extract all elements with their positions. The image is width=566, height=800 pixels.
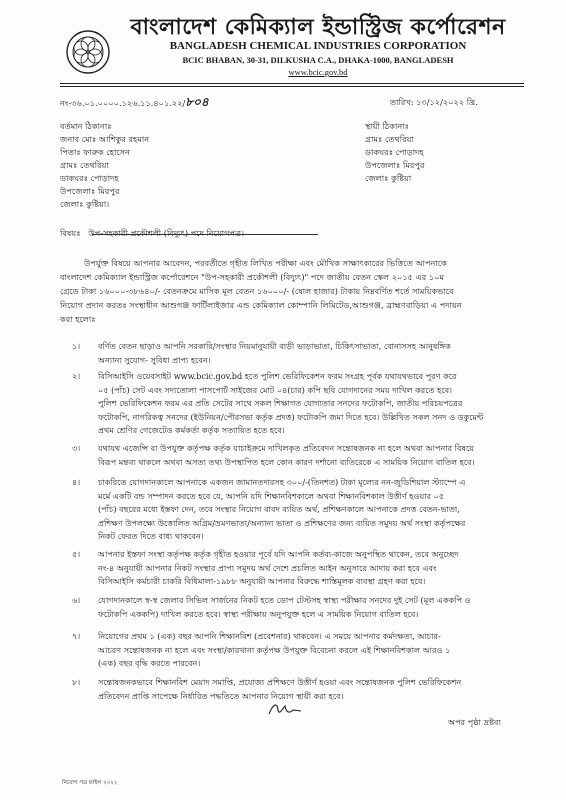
condition-number: ৬। bbox=[72, 595, 81, 605]
page-footer: নিয়োগ পত্র ফাইল ২০২২ bbox=[62, 780, 118, 786]
subject-label: বিষয়ঃ bbox=[60, 228, 81, 238]
condition-line: প্রথম শ্রেণির গেজেটেড কর্মকর্তা কর্তৃক সত্যায়িত হতে হবে। bbox=[98, 425, 285, 436]
condition-line: প্রশিক্ষণ উপলক্ষ্যে উত্তোলিত অগ্রিম/ভ্রমণভাতা/অন্যান্য ভাতা ও প্রশিক্ষণের জন্য ব্যয়িত সমুদয় অর্থ সংস্থা কর্তৃপক্ষের bbox=[98, 517, 466, 528]
present-address-line: পিতাঃ ফারুক হোসেন bbox=[60, 147, 130, 157]
condition-line: আপনার ইস্তফা সংস্থা কর্তৃপক্ষ কর্তৃক গৃহীত হওয়ার পূর্বে যদি আপনি কর্তব্য-কাজে অনুপস্থিত থাকেন, তবে অনুচ্ছেদ bbox=[98, 549, 459, 559]
handwritten-number: ৮০৪ bbox=[185, 95, 209, 109]
reference-number bbox=[60, 96, 209, 110]
condition-line: আচরণ সন্তোষজনক না হলে এবং সংস্থা/কারখানা কর্তৃপক্ষ উপযুক্ত বিবেচনা করলে এই শিক্ষানবিশকাল আরও ১ bbox=[98, 644, 451, 655]
permanent-address-line: গ্রামঃ তেথরিয়া bbox=[365, 134, 414, 144]
condition-line: বিরূপ মন্তব্য থাকলে অথবা অসত্য তথ্য উপস্থাপিত হলে কোন কারণ দর্শানো ব্যতিরেকে এ সাময়িক নিয়োগ বাতিল হবে। bbox=[98, 456, 475, 467]
intro-line: করা হলোঃ bbox=[60, 314, 96, 324]
condition-line: পুলিশ ভেরিফিকেশন ফরম এর প্রতি সেটের সাথে সকল শিক্ষাগত যোগ্যতার সনদের ফটোকপি, জাতীয় পরিচয়পত্রের bbox=[98, 398, 463, 409]
condition-number: ২। bbox=[72, 371, 81, 381]
condition-line: মর্মে একটি বন্ড সম্পাদন করতে হবে যে, আপনি যদি শিক্ষানবিশকালে অথবা শিক্ষানবিশকাল উত্তীর্ণ হওয়ার ০৫ bbox=[98, 490, 445, 501]
condition-line: ফটোকপি, নাগরিকত্ব সনদের (ইউনিয়ন/পৌরসভা কর্তৃক প্রদত্ত) ফটোকপি জমা দিতে হবে। উল্লিখিত সকল সনদ ও ডকুমেন্ট bbox=[98, 411, 484, 422]
signature-icon bbox=[265, 700, 305, 720]
subject-text: উপ-সহকারী প্রকৌশলী (বিদ্যুৎ) পদে নিয়োগপত্র। bbox=[88, 228, 245, 238]
header-divider bbox=[60, 83, 524, 84]
permanent-address-heading: স্থায়ী ঠিকানাঃ bbox=[365, 121, 410, 131]
condition-number: ৩। bbox=[72, 443, 81, 453]
reference-number-text: নং-৩৬.০১.০০০০.১২৬.১১.৪০১.২২/ bbox=[60, 98, 186, 108]
condition-line: নিকট ফেরত দিতে বাধ্য থাকবেন। bbox=[98, 531, 204, 542]
org-address: BCIC BHABAN, 30-31, DILKUSHA C.A., DHAKA-1000, BANGLADESH bbox=[182, 55, 454, 65]
present-address-line: জনাব মোঃ আশিকুর রহমান bbox=[60, 134, 150, 144]
intro-paragraph bbox=[60, 256, 526, 326]
intro-line: বাংলাদেশ কেমিক্যাল ইন্ডাস্ট্রিজ কর্পোরেশনে "উপ-সহকারী প্রকৌশলী (বিদ্যুৎ)" পদে জাতীয় বেতন স্কেল ২০১৫ এর ১০ম bbox=[60, 272, 445, 282]
condition-line: বিসিআইসি ওয়েবসাইট www.bcic.gov.bd হতে পুলিশ ভেরিফিকেশন ফরম সংগ্রহ পূর্বক যথাযথভাবে পূরণ করে bbox=[98, 371, 457, 381]
org-website-link[interactable]: www.bcic.gov.bd bbox=[288, 67, 348, 77]
condition-number: ৪। bbox=[72, 477, 81, 487]
condition-line: বিসিআইসি কর্মচারী চাকরি বিধিমালা-১৯৮৮ অনুযায়ী আপনার বিরুদ্ধে শাস্তিমূলক ব্যবস্থা গ্রহণ করা হবে। bbox=[98, 576, 426, 587]
permanent-address-line: উপজেলাঃ মিরপুর bbox=[365, 160, 425, 170]
condition-line: যোগদানকালে স্ব-স্ব জেলার সিভিল সার্জনের নিকট হতে ডোপ টেস্টসহ স্বাস্থ্য পরীক্ষার সনদের দুই সেট (মূল এককপি ও bbox=[98, 595, 471, 605]
condition-number: ১। bbox=[72, 341, 81, 351]
present-address-line: জেলাঃ কুষ্টিয়া। bbox=[60, 199, 110, 209]
condition-line: সন্তোষজনকভাবে শিক্ষানবিশ মেয়াদ সমাপ্তি, প্রযোজ্য প্রশিক্ষণে উত্তীর্ণ হওয়া এবং সন্তোষজনক পুলিশ ভেরিফিকেশন bbox=[98, 677, 462, 687]
condition-line: যথাযথ এজেন্সি বা উপযুক্ত কর্তৃপক্ষ কর্তৃক যাচাইক্রমে দাখিলকৃত প্রতিবেদন সন্তোষজনক না হলে অথবা আপনার বিষয়ে bbox=[98, 443, 474, 453]
condition-line: (পাঁচ) বছরের মধ্যে ইস্তফা দেন, তবে সংস্থার নিয়োগ বাবদ ব্যয়িত অর্থ, প্রশিক্ষণকালে আপনাকে প্রদত্ত বেতন-ভাতা, bbox=[98, 504, 460, 515]
condition-line: প্রতিবেদন প্রাপ্তি সাপেক্ষে নির্ধারিত পদ্ধতিতে আপনার নিয়োগ স্থায়ী করা হবে। bbox=[98, 690, 344, 701]
present-address-line: ডাকঘরঃ পোড়াদহ bbox=[60, 173, 119, 183]
continue-note: অপর পৃষ্ঠা দ্রষ্টব্য bbox=[448, 717, 501, 727]
permanent-address-line: ডাকঘরঃ পোড়াদহ bbox=[365, 147, 424, 157]
condition-line: বর্ণিত বেতন ছাড়াও আপনি সরকারি/সংস্থার নিয়মানুযায়ী বাড়ী ভাড়াভাতা, চিকিৎসাভাতা, বোনাসসহ আনুষঙ্গিক bbox=[98, 341, 451, 351]
present-address-heading: বর্তমান ঠিকানাঃ bbox=[60, 121, 112, 131]
header-divider-thin bbox=[60, 86, 524, 87]
condition-line: চাকরিতে যোগদানকালে আপনাকে একজন জামানতদারসহ ৩০০/-(তিনশত) টাকা মূল্যের নন-জুডিশিয়াল স্ট্যাম্পে এ bbox=[98, 477, 466, 487]
condition-number: ৫। bbox=[72, 549, 81, 559]
permanent-address bbox=[365, 120, 424, 185]
condition-number: ৭। bbox=[72, 631, 81, 641]
present-address-line: উপজেলাঃ মিরপুর bbox=[60, 186, 120, 196]
permanent-address-line: জেলাঃ কুষ্টিয়া bbox=[365, 173, 412, 183]
bcic-logo-icon bbox=[66, 30, 110, 74]
intro-line: উপর্যুক্ত বিষয়ে আপনার আবেদন, পরবর্তীতে গৃহীত লিখিত পরীক্ষা এবং মৌখিক সাক্ষাৎকারের ভিত্তিতে আপনাকে bbox=[84, 258, 447, 268]
letter-date: তারিখ: ১৩/১২/২০২২ খ্রি. bbox=[390, 97, 478, 107]
condition-line: ০৫ (পাঁচ) সেট এবং সদ্যতোলা পাসপোর্ট সাইজের মোট ০৪(চার) কপি ছবি যোগদানের সময় দাখিল করতে হবে। bbox=[98, 384, 453, 395]
present-address-line: গ্রামঃ তেথরিয়া bbox=[60, 160, 109, 170]
intro-line: নিয়োগ প্রদান করতঃ সংস্থাধীন আশুগঞ্জ ফার্টিলাইজার এন্ড কেমিক্যাল কোম্পানি লিমিটেড,আশুগঞ্জ, ব্রাহ্মণবাড়িয়া এ পদায়ন bbox=[60, 300, 462, 310]
org-name-bangla: বাংলাদেশ কেমিক্যাল ইন্ডাস্ট্রিজ কর্পোরেশন bbox=[130, 14, 506, 40]
condition-line: নিয়োগের প্রথম ১ (এক) বছর আপনি শিক্ষানবিশ (প্রবেশনার) থাকবেন। এ সময়ে আপনার কর্মদক্ষতা, আচার- bbox=[98, 631, 441, 641]
condition-line: (এক) বছর বৃদ্ধি করতে পারবেন। bbox=[98, 658, 201, 669]
present-address bbox=[60, 120, 149, 211]
org-name-english: BANGLADESH CHEMICAL INDUSTRIES CORPORATION bbox=[169, 40, 467, 52]
condition-line: অন্যান্য সুযোগ- সুবিধা প্রাপ্য হবেন। bbox=[98, 354, 211, 365]
condition-line: ফটোকপি এককপি) দাখিল করতে হবে। স্বাস্থ্য পরীক্ষায় অনুপযুক্ত হলে এ সাময়িক নিয়োগ বাতিল হবে। bbox=[98, 608, 419, 619]
condition-number: ৮। bbox=[72, 677, 81, 687]
subject-underline bbox=[92, 234, 318, 235]
intro-line: গ্রেডে টাকা ১৬০০০-৩৮৬৪০/- বেতনক্রমে মাসিক মূল বেতন ১৬০০০/- (ষোল হাজার) টাকায় নিম্নবর্ণিত শর্তে সাময়িকভাবে bbox=[60, 286, 454, 296]
condition-line: নং-৪ অনুযায়ী আপনার নিকট সংস্থার প্রাপ্য সমুদয় অর্থ দেশে প্রচলিত আইন অনুসারে আদায় করা হবে এবং bbox=[98, 562, 437, 573]
